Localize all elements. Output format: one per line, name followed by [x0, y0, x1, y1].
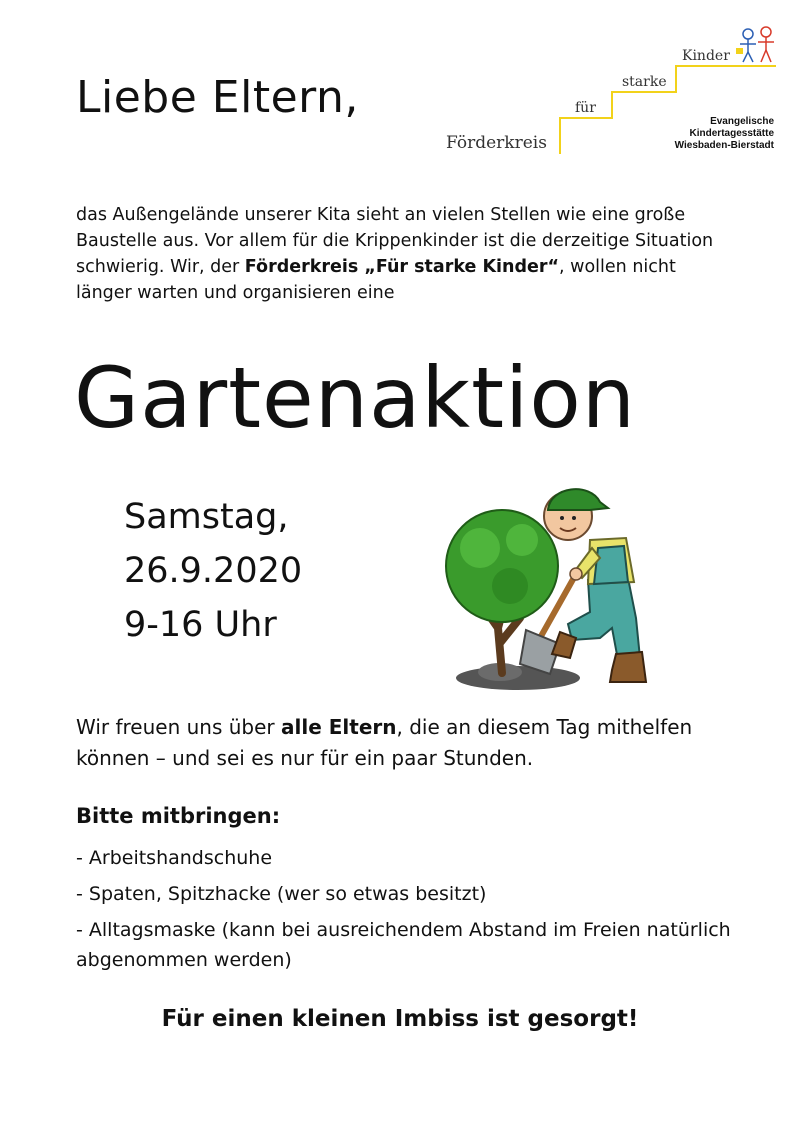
- event-title: Gartenaktion: [74, 349, 636, 447]
- logo-org-line3: Wiesbaden-Bierstadt: [674, 140, 774, 151]
- invite-paragraph: [76, 712, 756, 774]
- intro-text-1: das Außengelände unserer Kita sieht an vielen Stellen wie eine große Baustelle aus. Vor allem für die Krippenkinder ist die derzeitige Situation schwierig. Wir, der: [76, 205, 714, 277]
- intro-paragraph: [76, 202, 736, 306]
- invite-bold-parents: alle Eltern: [281, 715, 397, 739]
- event-date: 26.9.2020: [124, 551, 303, 591]
- event-time: 9-16 Uhr: [124, 605, 277, 645]
- list-item: - Alltagsmaske (kann bei ausreichendem Abstand im Freien natürlich abgenommen werden): [76, 919, 731, 971]
- logo-step-kinder: Kinder: [682, 48, 730, 64]
- list-item: - Arbeitshandschuhe: [76, 847, 273, 869]
- logo-staircase: [440, 14, 780, 164]
- gardening-illustration: [440, 468, 660, 693]
- event-date-block: [124, 490, 302, 652]
- invite-text-2: , die an diesem Tag mithelfen können – und sei es nur für ein paar Stunden.: [76, 715, 693, 770]
- boy-digging-tree-icon: [440, 468, 660, 693]
- logo-step-foerderkreis: Förderkreis: [446, 133, 547, 153]
- list-item: - Spaten, Spitzhacke (wer so etwas besitzt): [76, 883, 487, 905]
- intro-bold-association: Förderkreis „Für starke Kinder“: [244, 257, 560, 277]
- greeting-heading: Liebe Eltern,: [76, 72, 359, 123]
- snack-note: Für einen kleinen Imbiss ist gesorgt!: [161, 1006, 639, 1032]
- invite-text-1: Wir freuen uns über: [76, 715, 281, 739]
- children-figures-icon: [736, 27, 774, 62]
- intro-text-2: , wollen nicht länger warten und organisieren eine: [76, 257, 676, 303]
- bring-list: [76, 843, 756, 981]
- logo-step-fuer: für: [575, 100, 596, 116]
- organization-logo: [440, 14, 780, 164]
- logo-step-starke: starke: [622, 74, 667, 90]
- logo-org-line1: Evangelische: [710, 116, 774, 127]
- bring-heading: Bitte mitbringen:: [76, 804, 281, 828]
- event-day: Samstag,: [124, 497, 289, 537]
- logo-org-line2: Kindertagesstätte: [689, 128, 774, 139]
